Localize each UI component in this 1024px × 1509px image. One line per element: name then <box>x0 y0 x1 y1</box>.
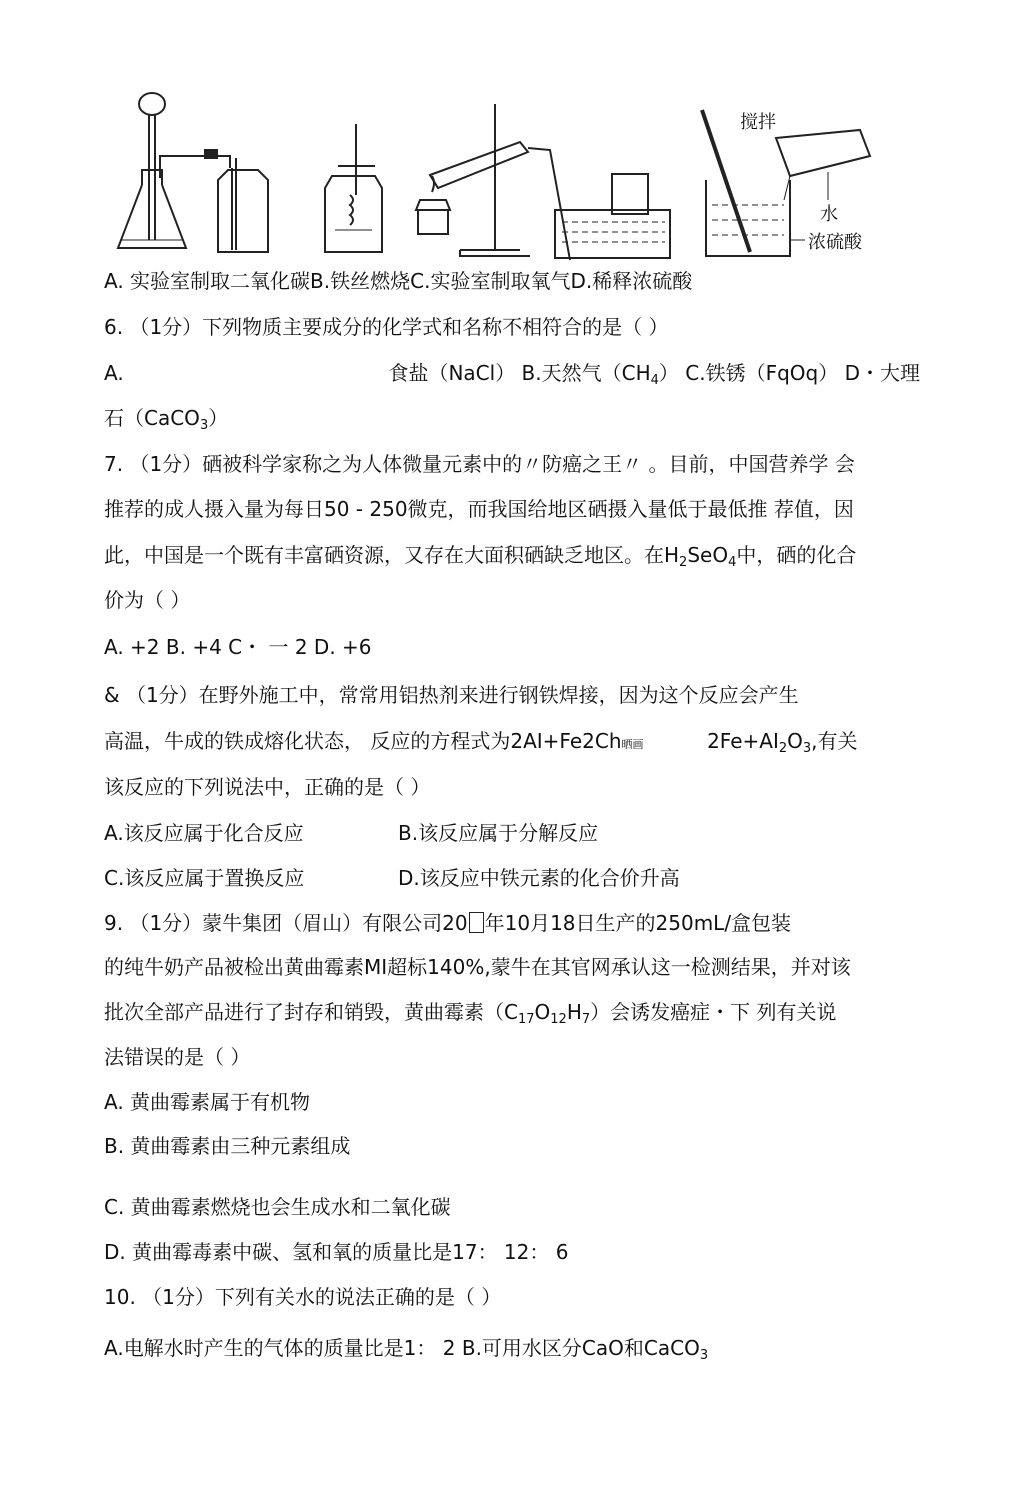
q7-options: A. +2 B. +4 C・ 一 2 D. +6 <box>104 635 372 659</box>
apparatus-figure <box>100 80 930 265</box>
q9-line-2: 的纯牛奶产品被检出黄曲霉素MI超标140%,蒙牛在其官网承认这一检测结果，并对该 <box>104 955 851 979</box>
q6-option-rest: 食盐（NaCl） B.天然气$(CH_4)$ C.铁锈（FqOq） D・大理 <box>388 361 920 388</box>
q8-option-a: A.该反应属于化合反应 <box>104 821 304 845</box>
q10-stem: 10. （1分）下列有关水的说法正确的是（ ） <box>104 1285 502 1309</box>
missing-glyph-box <box>469 912 484 933</box>
figure-captions: A. 实验室制取二氧化碳B.铁丝燃烧C.实验室制取氧气D.稀释浓硫酸 <box>104 269 693 293</box>
q6-stem: 6. （1分）下列物质主要成分的化学式和名称不相符合的是（ ） <box>104 315 669 339</box>
label-acid: 浓硫酸 <box>808 232 862 253</box>
q10-options: A.电解水时产生的气体的质量比是1： 2 B.可用水区分CaO和CaCO$_3$ <box>104 1336 709 1363</box>
q9-line-3: 批次全部产品进行了封存和销毁，黄曲霉素$(C_{17}O_{12}H_7)$会诱发癌症・下 列有关说 <box>104 1000 837 1027</box>
apparatus-c <box>416 104 670 260</box>
q9-line-1: 9. （1分）蒙牛集团（眉山）有限公司20 年10月18日生产的250mL/盒包装 <box>104 911 792 935</box>
q8-option-d: D.该反应中铁元素的化合价升高 <box>398 866 680 890</box>
q9-option-b: B. 黄曲霉素由三种元素组成 <box>104 1134 351 1158</box>
q8-option-b: B.该反应属于分解反应 <box>398 821 599 845</box>
q6-option-a: A. <box>104 361 124 385</box>
label-water: 水 <box>820 204 838 225</box>
q7-line-4: 价为（ ） <box>104 588 191 612</box>
label-stir: 搅拌 <box>740 112 776 133</box>
q9-option-c: C. 黄曲霉素燃烧也会生成水和二氧化碳 <box>104 1195 451 1219</box>
q7-line-1: 7. （1分）硒被科学家称之为人体微量元素中的〃防癌之王〃 。目前，中国营养学 会 <box>104 452 855 476</box>
q8-line-1: & （1分）在野外施工中，常常用铝热剂来进行钢铁焊接，因为这个反应会产生 <box>104 683 799 707</box>
q9-line-4: 法错误的是（ ） <box>104 1045 251 1069</box>
q8-option-c: C.该反应属于置换反应 <box>104 866 305 890</box>
q9-option-a: A. 黄曲霉素属于有机物 <box>104 1090 311 1114</box>
q6-option-d-cont: 石（CaCO$_3$） <box>104 406 229 433</box>
q8-line-2: 高温，牛成的铁成熔化状态， 反应的方程式为2AI+Fe2Ch晒画 $2Fe+AI_2O_3$,有关 <box>104 729 858 756</box>
q6-options-line <box>104 360 920 386</box>
q8-line-3: 该反应的下列说法中，正确的是（ ） <box>104 775 431 799</box>
q7-line-3: 此，中国是一个既有丰富硒资源，又存在大面积硒缺乏地区。在$H_2SeO_4$中，硒的化合 <box>104 543 857 570</box>
q7-line-2: 推荐的成人摄入量为每日50 - 250微克，而我国给地区硒摄入量低于最低推 荐值，因 <box>104 497 854 521</box>
apparatus-d <box>702 110 870 256</box>
q9-option-d: D. 黄曲霉毒素中碳、氢和氧的质量比是17： 12： 6 <box>104 1240 569 1264</box>
apparatus-a <box>118 93 268 252</box>
apparatus-b <box>325 124 382 252</box>
